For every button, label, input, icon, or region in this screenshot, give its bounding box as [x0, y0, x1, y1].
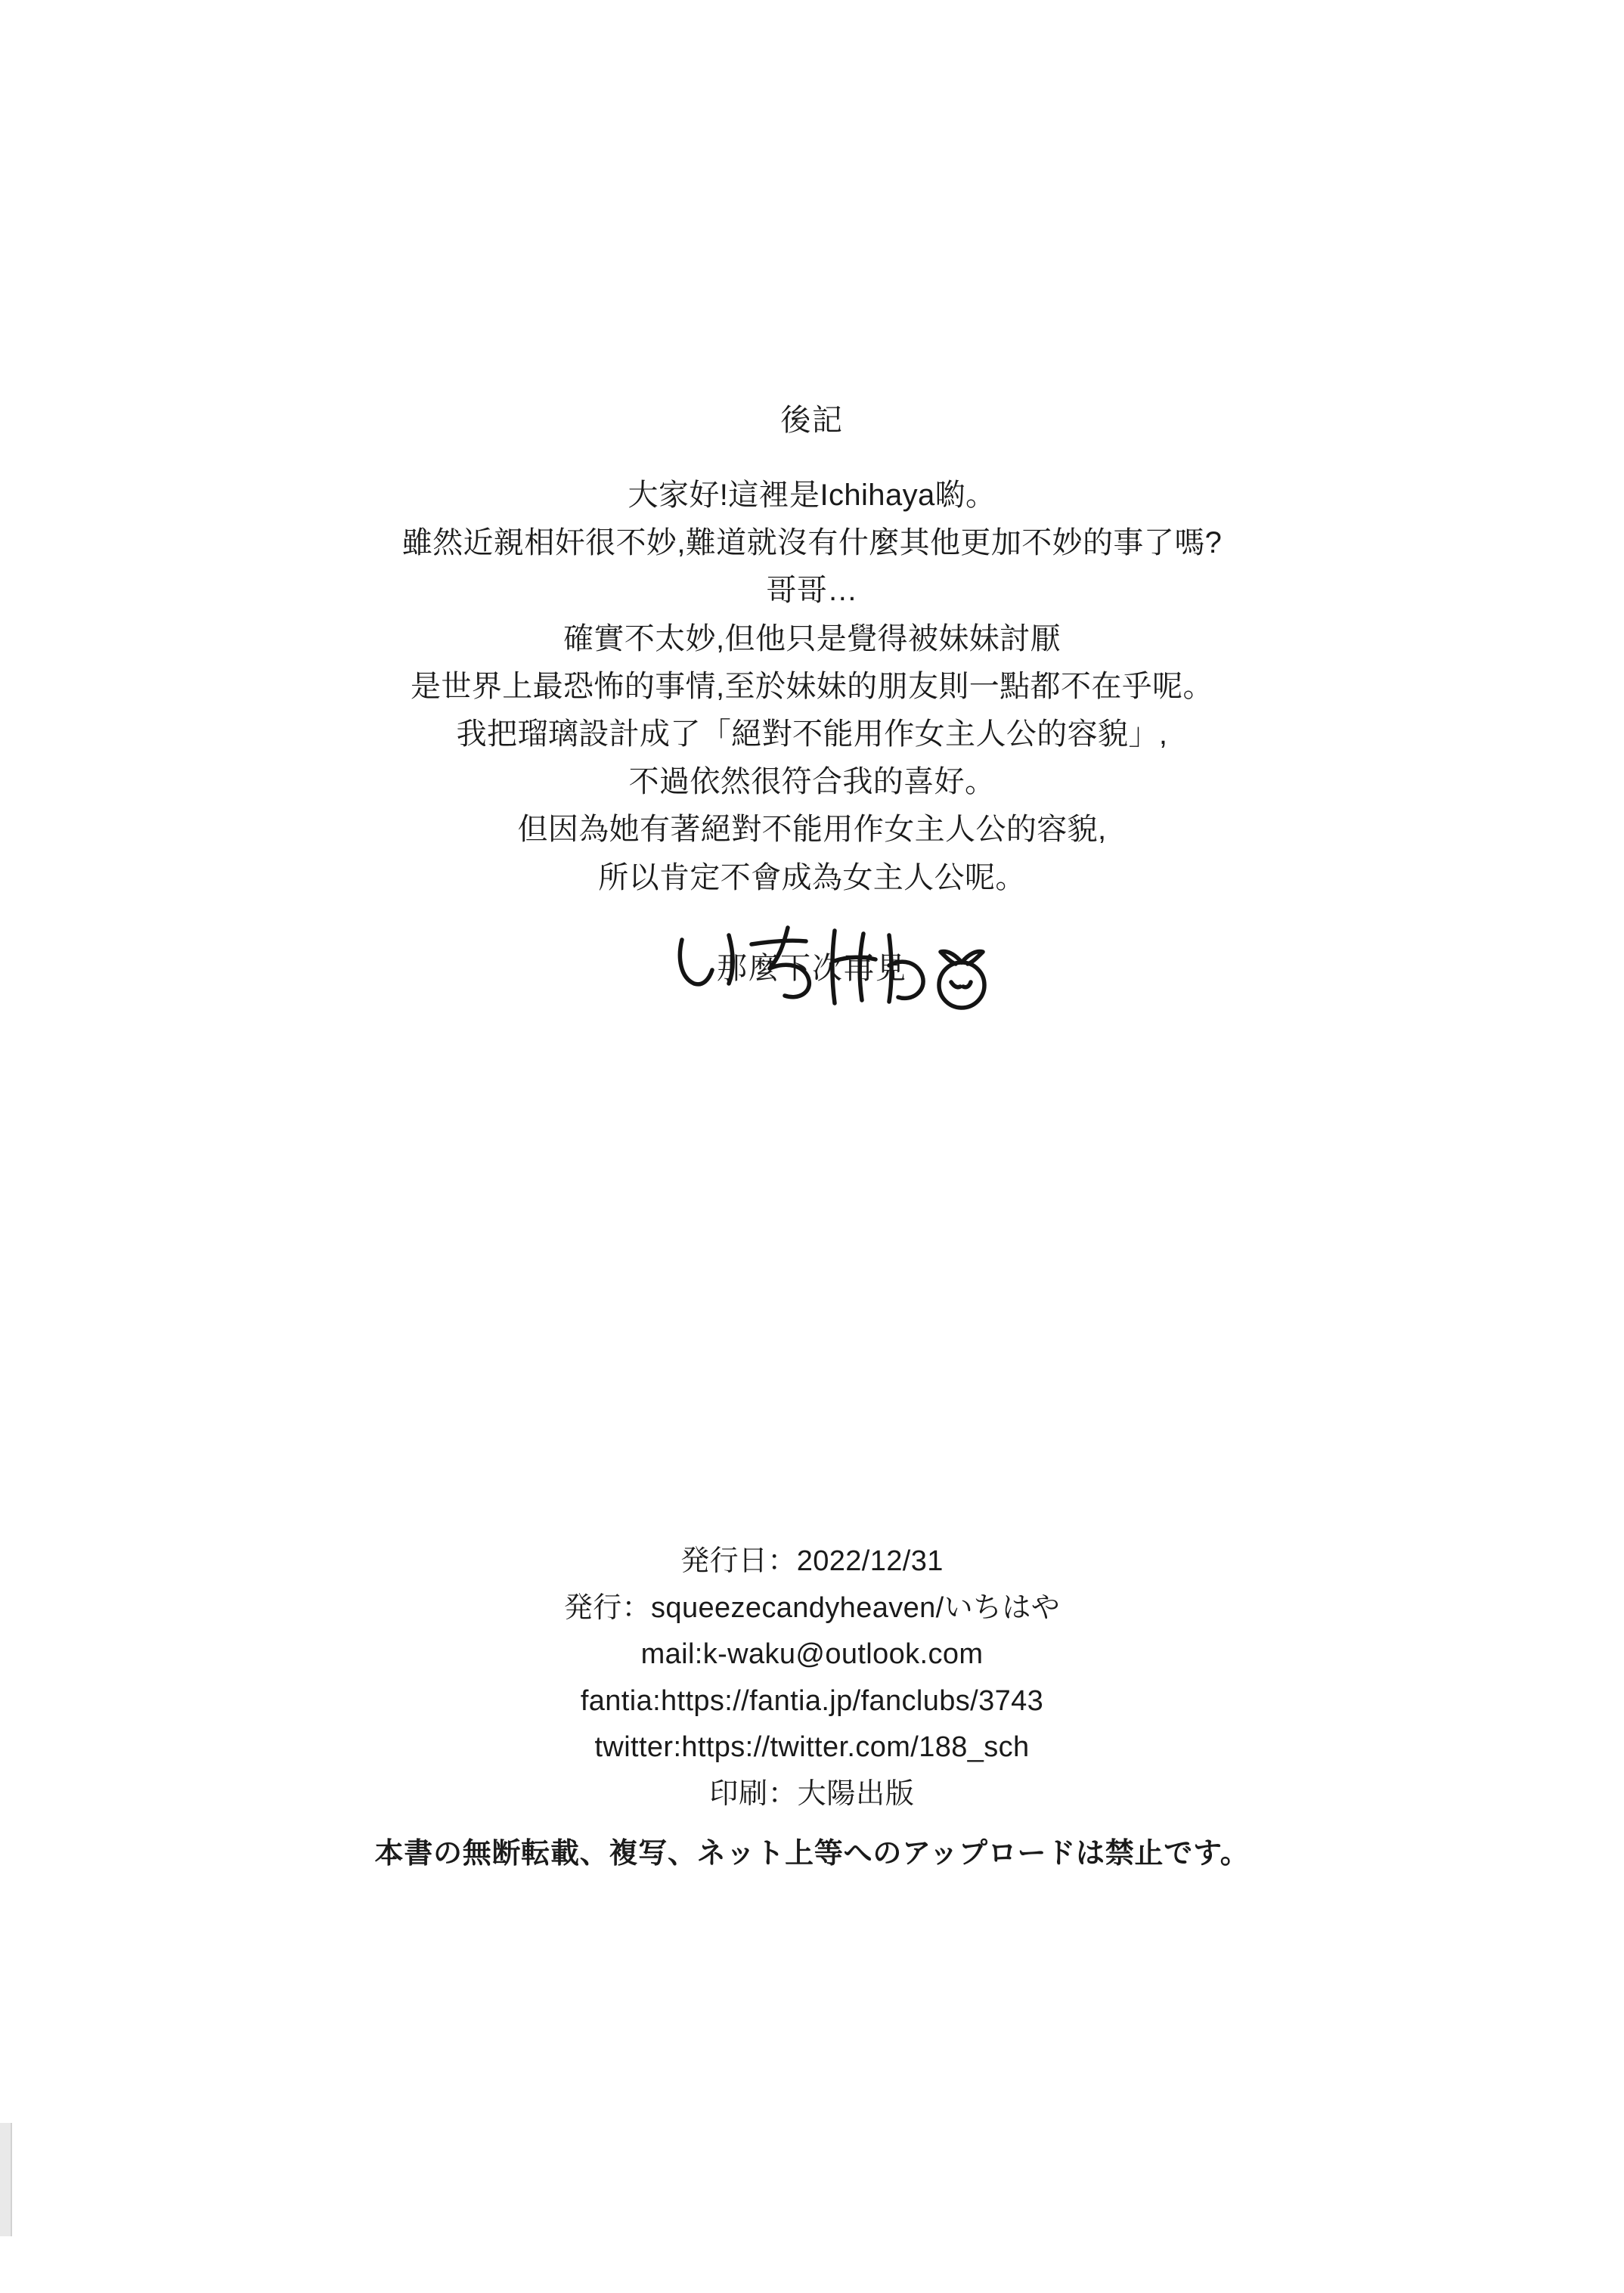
- afterword-line: 但因為她有著絕對不能用作女主人公的容貌,: [517, 813, 1107, 847]
- afterword-line: 哥哥…: [766, 574, 858, 608]
- afterword-line: 大家好!這裡是Ichihaya喲。: [628, 479, 996, 512]
- colophon-line-mail: mail:k-waku@outlook.com: [640, 1638, 984, 1671]
- afterword-signoff: 那麼下次再見: [717, 951, 907, 985]
- afterword-line: 是世界上最恐怖的事情,至於妹妹的朋友則一點都不在乎呢。: [411, 669, 1213, 703]
- afterword-line: 不過依然很符合我的喜好。: [628, 765, 996, 799]
- afterword-line: 確實不太妙,但他只是覺得被妹妹討厭: [563, 621, 1061, 655]
- colophon-line: 発行日：2022/12/31: [680, 1545, 944, 1577]
- afterword-line: 雖然近親相奸很不妙,難道就沒有什麼其他更加不妙的事了嗎?: [401, 526, 1223, 560]
- colophon-print: 印刷：大陽出版: [709, 1777, 915, 1810]
- colophon-line-fantia: fantia:https://fantia.jp/fanclubs/3743: [580, 1684, 1044, 1717]
- afterword-heading: 後記: [780, 404, 844, 437]
- copyright-notice: 本書の無断転載、複写、ネット上等へのアップロードは禁止です。: [374, 1838, 1250, 1870]
- afterword-line: 所以肯定不會成為女主人公呢。: [598, 860, 1026, 894]
- artist-signature: [673, 919, 1036, 1024]
- page-edge-artifact: [0, 2123, 12, 2236]
- colophon-line: 発行：squeezecandyheaven/いちはや: [563, 1591, 1061, 1624]
- afterword-section: [0, 401, 1624, 987]
- afterword-line: 我把瑠璃設計成了「絕對不能用作女主人公的容貌」,: [456, 717, 1168, 751]
- colophon-section: [0, 1538, 1624, 1817]
- afterword-body: [0, 472, 1624, 902]
- colophon-line-twitter: twitter:https://twitter.com/188_sch: [594, 1731, 1030, 1764]
